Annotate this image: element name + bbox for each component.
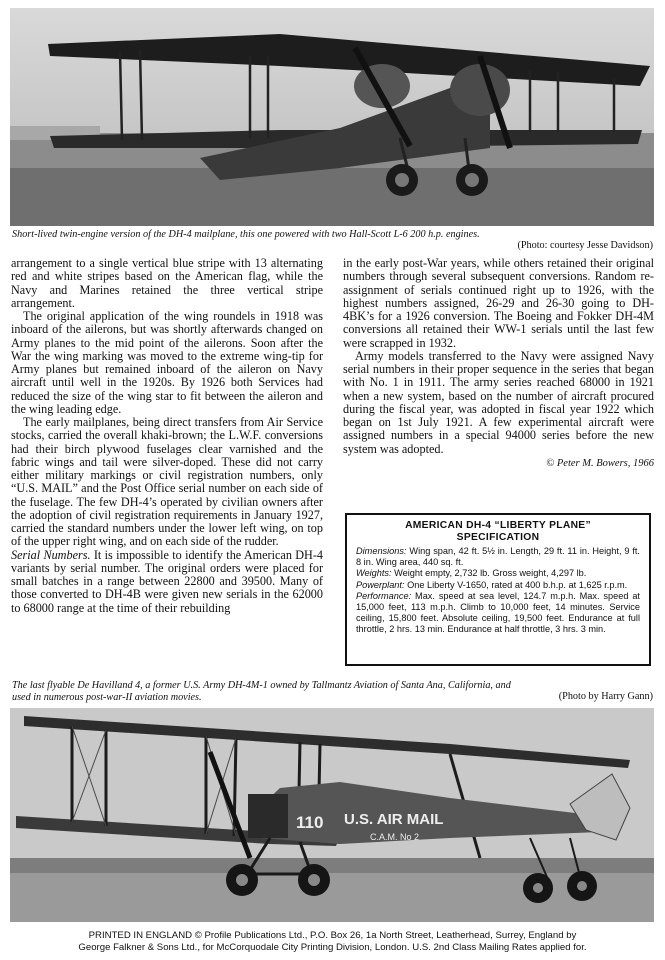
bottom-photo: [10, 708, 654, 922]
right-paragraph-1: in the early post-War years, while others retained their original numbers through several subsequent conversions. Random re-assignment of serials continued right up to 1926, with the highest numbers assigned, 26-29 and 26-30 going to DH-4BK’s for a 1926 conversion. The Boeing and Fokker DH-4M conversions all retained their WW-1 serials until the last few were scrapped in 1932.: [343, 256, 654, 350]
spec-powerplant: [356, 580, 640, 591]
top-photo-caption: [12, 229, 653, 253]
fuselage-mail-text: U.S. AIR MAIL: [344, 811, 444, 828]
serial-numbers-heading: Serial Numbers.: [11, 547, 91, 562]
dimensions-value: Wing span, 42 ft. 5½ in. Length, 29 ft. 11 in. Height, 9 ft. 8 in. Wing area, 440 sq. ft.: [356, 546, 640, 568]
bottom-photo-credit: (Photo by Harry Gann): [558, 691, 653, 702]
spec-subtitle: SPECIFICATION: [456, 532, 540, 543]
top-photo: [10, 8, 654, 226]
performance-label: Performance:: [356, 590, 412, 601]
powerplant-value: One Liberty V-1650, rated at 400 b.h.p. at 1,625 r.p.m.: [404, 579, 628, 590]
fuselage-route-text: C.A.M. No 2: [370, 832, 420, 842]
footer-line-1: PRINTED IN ENGLAND © Profile Publications Ltd., P.O. Box 26, 1a North Street, Leatherhead, Surrey, England by: [88, 930, 577, 941]
spec-dimensions: [356, 546, 640, 568]
powerplant-label: Powerplant:: [356, 579, 405, 590]
performance-value: Max. speed at sea level, 124.7 m.p.h. Max. speed at 15,000 feet, 113 m.p.h. Climb to 10,000 feet, 14 minutes. Service ceiling, 15,800 feet. Absolute ceiling, 19,500 feet. Endurance at full throttle, 2 hrs. 13 min. Endurance at half throttle, 3 hrs. 3 min.: [356, 590, 640, 635]
top-photo-credit: (Photo: courtesy Jesse Davidson): [517, 240, 653, 251]
author-signature: © Peter M. Bowers, 1966: [546, 457, 654, 469]
footer-line-2: George Falkner & Sons Ltd., for McCorquodale City Printing Division, London. U.S. 2nd Class Mailing Rates applied for.: [78, 941, 587, 953]
spec-performance: [356, 591, 640, 636]
top-caption-text: Short-lived twin-engine version of the DH-4 mailplane, this one powered with two Hall-Scott L-6 200 h.p. engines.: [12, 229, 480, 240]
printer-footer: [0, 930, 665, 953]
right-paragraph-2: Army models transferred to the Navy were assigned Navy serial numbers in their proper sequence in the series that began with No. 1 in 1911. The army series reached 68000 in 1921 when a new system, based on the number of aircraft procured during the fiscal year, was adopted in fiscal year 1922 which began on 1st July 1921. A few experimental aircraft were assigned numbers in a special 94000 series before the new system was adopted.: [343, 348, 654, 456]
left-paragraph-4: [11, 549, 323, 615]
bottom-caption-text: The last flyable De Havilland 4, a former U.S. Army DH-4M-1 owned by Tallmantz Aviation of Santa Ana, California, and used in numerous post-war-II aviation movies.: [12, 680, 511, 703]
twin-engine-biplane-image: [10, 8, 654, 226]
left-paragraph-1: arrangement to a single vertical blue stripe with 13 alternating red and white stripes based on the American flag, while the Navy and Marines retained the three vertical stripe arrangement.: [11, 256, 323, 310]
serial-numbers-text: It is impossible to identify the American DH-4 variants by serial number. The original orders were placed for small batches in a range between 22800 and 39500. Many of those converted to DH-4B were given new serials in the 62000 to 68000 range at the time of their rebuilding: [11, 547, 324, 615]
fuselage-number: 110: [296, 813, 324, 832]
dimensions-label: Dimensions:: [356, 546, 407, 556]
left-column: [11, 257, 323, 615]
specification-box: [345, 513, 651, 666]
bottom-photo-caption: [12, 680, 653, 704]
left-paragraph-3: The early mailplanes, being direct transfers from Air Service stocks, carried the overall khaki-brown; the L.W.F. conversions had their birch plywood fuselages clear varnished and the fabric wings and tail were silver-doped. These did not carry either military markings or civil registration numbers, only “U.S. MAIL” and the Post Office serial number on each side of the fuselage. The few DH-4’s operated by civilian owners after the adoption of civil registration requirements in January 1927, carried the standard numbers under the lower left wing, on top of the upper right wing, and on each side of the rudder.: [11, 415, 323, 549]
left-paragraph-2: The original application of the wing roundels in 1918 was inboard of the ailerons, but was shortly afterwards changed on Army planes to the mid point of the ailerons. Soon after the War the wing marking was moved to the extreme wing-tip for Army planes but remained inboard of the aileron on Navy aircraft until well in the 1920s. By 1926 both Services had reduced the size of the wing star to fit between the aileron and the wing leading edge.: [11, 309, 323, 416]
spec-title: AMERICAN DH-4 “LIBERTY PLANE”: [405, 520, 591, 531]
dh4-mailplane-image: [10, 708, 654, 922]
weights-value: Weight empty, 2,732 lb. Gross weight, 4,297 lb.: [391, 568, 587, 579]
right-column: [343, 257, 654, 470]
weights-label: Weights:: [356, 568, 392, 579]
spec-weights: [356, 568, 640, 579]
